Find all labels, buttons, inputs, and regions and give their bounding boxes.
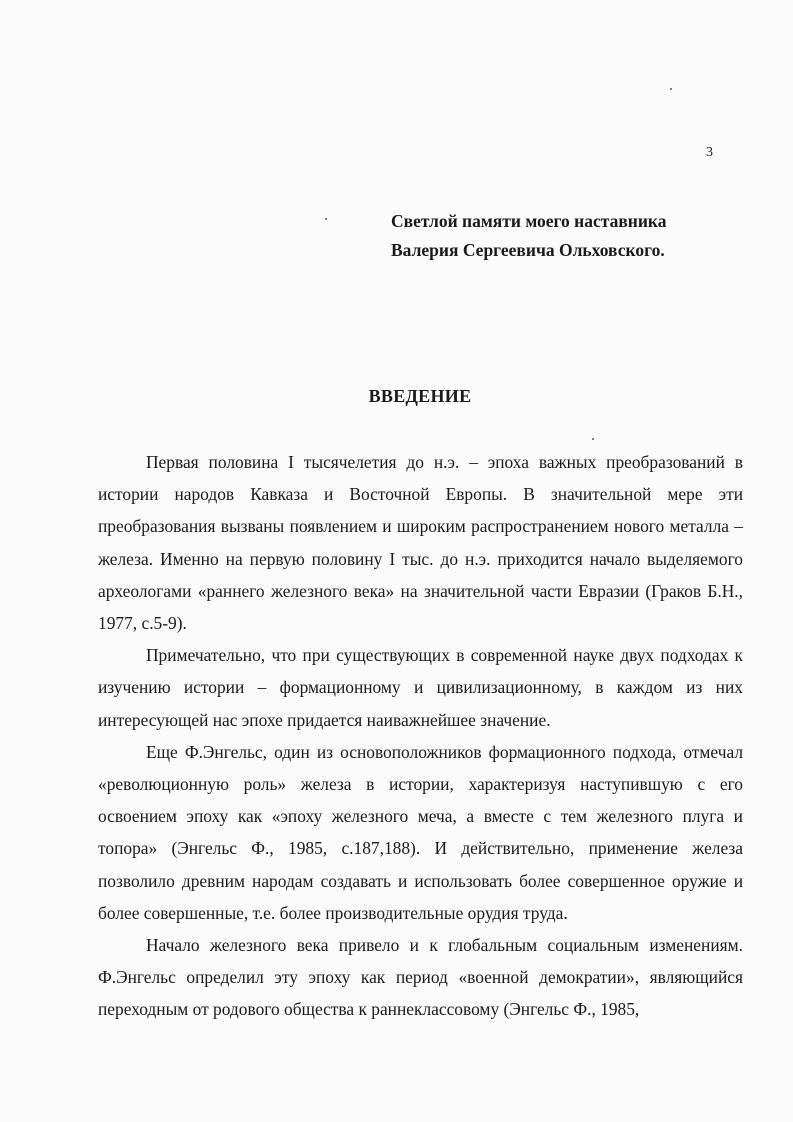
- scan-speck: [325, 218, 327, 220]
- dedication-line-2: Валерия Сергеевича Ольховского.: [391, 240, 665, 260]
- scan-speck: [670, 88, 672, 90]
- dedication-line-1: Светлой памяти моего наставника: [391, 211, 667, 231]
- scan-speck: [592, 438, 594, 440]
- body-text: [98, 446, 743, 1026]
- section-heading: ВВЕДЕНИЕ: [368, 386, 472, 406]
- page-number: 3: [706, 145, 713, 160]
- dedication: [391, 207, 667, 265]
- paragraph-4: Начало железного века привело и к глобальным социальным изменениям. Ф.Энгельс определил эту эпоху как период «военной демократии», являющийся переходным от родового общества к раннеклассовому (Энгельс Ф., 1985,: [98, 935, 743, 1020]
- paragraph-1: Первая половина I тысячелетия до н.э. – эпоха важных преобразований в истории народов Кавказа и Восточной Европы. В значительной мере эти преобразования вызваны появлением и широким распространением нового металла – железа. Именно на первую половину I тыс. до н.э. приходится начало выделяемого археологами «раннего железного века» на значительной части Евразии (Граков Б.Н., 1977, с.5-9).: [98, 452, 743, 634]
- paragraph-2: Примечательно, что при существующих в современной науке двух подходах к изучению истории – формационному и цивилизационному, в каждом из них интересующей нас эпохе придается наиважнейшее значение.: [98, 645, 743, 730]
- paragraph-3: Еще Ф.Энгельс, один из основоположников формационного подхода, отмечал «революционную роль» железа в истории, характеризуя наступившую с его освоением эпоху как «эпоху железного меча, а вместе с тем железного плуга и топора» (Энгельс Ф., 1985, с.187,188). И действительно, применение железа позволило древним народам создавать и использовать более совершенное оружие и более совершенные, т.е. более производительные орудия труда.: [98, 741, 743, 923]
